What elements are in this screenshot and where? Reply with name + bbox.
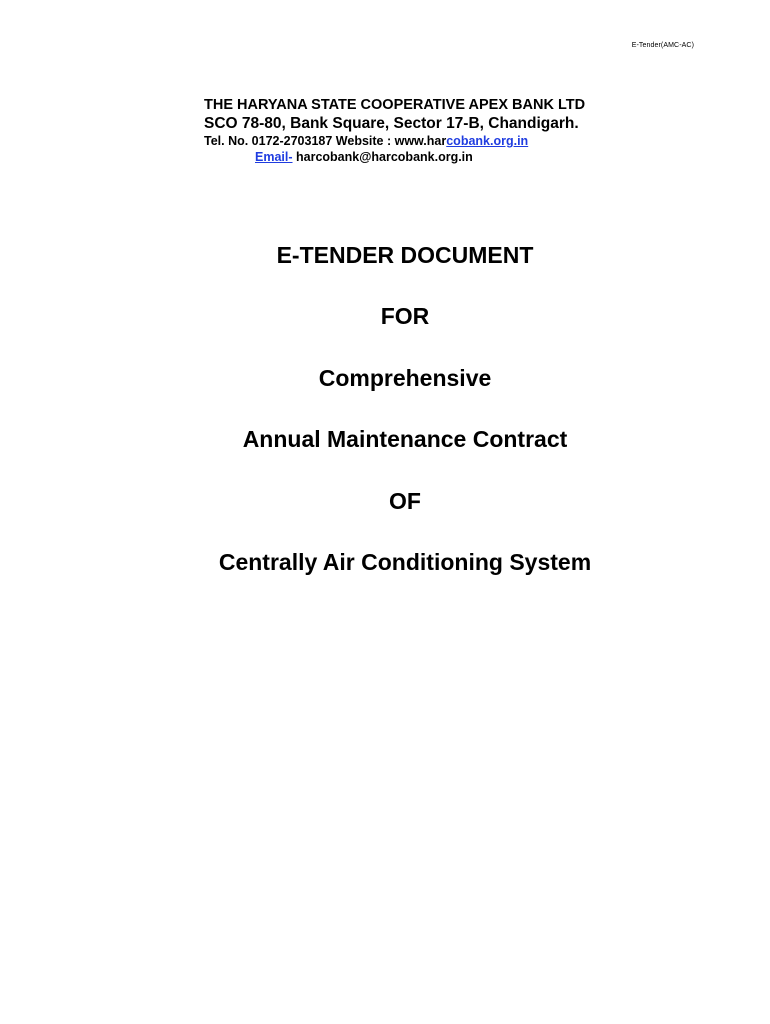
bank-address: SCO 78-80, Bank Square, Sector 17-B, Chandigarh. [204,115,579,132]
document-title: E-TENDER DOCUMENT [276,242,534,268]
email-line [204,149,704,165]
email-address: harcobank@harcobank.org.in [292,150,473,164]
email-link[interactable]: Email- [255,150,293,164]
letterhead [204,96,704,165]
website-link[interactable]: cobank.org.in [446,134,529,148]
contact-line [204,133,704,149]
bank-name: THE HARYANA STATE COOPERATIVE APEX BANK LTD [204,97,586,113]
title-of: OF [389,488,421,514]
title-subject: Centrally Air Conditioning System [218,549,592,575]
title-contract-type: Annual Maintenance Contract [242,426,568,452]
running-header: E-Tender(AMC-AC) [631,42,694,49]
title-comprehensive: Comprehensive [318,365,492,391]
telephone-website-text: Tel. No. 0172-2703187 Website : www.har [204,134,447,148]
title-for: FOR [380,303,430,329]
